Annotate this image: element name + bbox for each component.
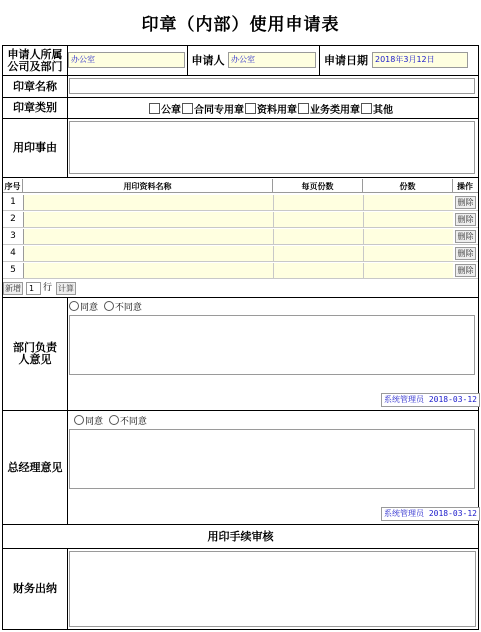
seal-type-option-label: 其他 bbox=[373, 105, 393, 116]
row-divider bbox=[2, 118, 479, 119]
seal-type-option-label: 合同专用章 bbox=[194, 105, 244, 116]
row-unit-label: 行 bbox=[43, 283, 53, 293]
row-divider bbox=[2, 548, 479, 549]
radio-label-disagree: 不同意 bbox=[119, 417, 147, 427]
seal-name-label: 印章名称 bbox=[13, 79, 57, 93]
applicant-field[interactable]: 办公室 bbox=[228, 52, 316, 68]
finance-textarea[interactable] bbox=[69, 551, 476, 627]
table-header-action: 操作 bbox=[457, 181, 473, 191]
gm-signature-stamp: 系统管理员 2018-03-12 bbox=[381, 507, 480, 521]
applicant-dept-field[interactable]: 办公室 bbox=[68, 52, 185, 68]
seal-type-option-label: 公章 bbox=[161, 105, 181, 116]
table-header-copies: 份数 bbox=[363, 179, 453, 193]
col-divider bbox=[67, 297, 68, 524]
row-number: 5 bbox=[10, 265, 16, 275]
radio-label-agree: 同意 bbox=[85, 417, 104, 427]
delete-row-button[interactable]: 删除 bbox=[455, 247, 476, 260]
table-row bbox=[3, 211, 478, 228]
dept-head-opinion-label: 部门负责人意见 bbox=[13, 341, 57, 366]
gm-opinion-textarea[interactable] bbox=[69, 429, 475, 489]
copies-input[interactable] bbox=[363, 229, 453, 244]
table-body bbox=[3, 194, 478, 279]
add-row-button[interactable]: 新增 bbox=[5, 284, 21, 293]
checkbox-document-seal[interactable] bbox=[245, 103, 256, 114]
material-name-input[interactable] bbox=[23, 246, 273, 261]
per-page-input[interactable] bbox=[273, 246, 363, 261]
seal-name-input[interactable] bbox=[69, 78, 475, 94]
gm-agree-radio[interactable] bbox=[74, 415, 84, 425]
gm-opinion-label: 总经理意见 bbox=[7, 460, 63, 474]
per-page-input[interactable] bbox=[273, 195, 363, 210]
purpose-textarea[interactable] bbox=[69, 121, 475, 174]
delete-row-button[interactable]: 删除 bbox=[455, 196, 476, 209]
copies-input[interactable] bbox=[363, 195, 453, 210]
seal-type-option-label: 资料用章 bbox=[257, 105, 297, 116]
copies-input[interactable] bbox=[363, 246, 453, 261]
finance-label: 财务出纳 bbox=[13, 582, 57, 595]
row-divider bbox=[2, 75, 479, 76]
row-number: 4 bbox=[10, 248, 16, 258]
row-number: 2 bbox=[10, 214, 16, 224]
material-name-input[interactable] bbox=[23, 263, 273, 278]
radio-label-agree: 同意 bbox=[80, 303, 99, 313]
form-title: 印章（内部）使用申请表 bbox=[141, 15, 340, 35]
calculate-button[interactable]: 计算 bbox=[58, 284, 74, 293]
col-divider bbox=[67, 75, 68, 177]
table-row bbox=[3, 262, 478, 279]
gm-radio-group bbox=[74, 414, 147, 427]
purpose-label: 用印事由 bbox=[13, 141, 57, 154]
table-row bbox=[3, 228, 478, 245]
row-divider bbox=[2, 297, 479, 298]
dept-head-signature-stamp: 系统管理员 2018-03-12 bbox=[381, 393, 480, 407]
delete-row-button[interactable]: 删除 bbox=[455, 213, 476, 226]
row-divider bbox=[2, 97, 479, 98]
table-row bbox=[3, 245, 478, 262]
applicant-label: 申请人 bbox=[191, 53, 225, 67]
per-page-input[interactable] bbox=[273, 229, 363, 244]
material-name-input[interactable] bbox=[23, 212, 273, 227]
checkbox-other-seal[interactable] bbox=[361, 103, 372, 114]
row-divider bbox=[2, 410, 479, 411]
per-page-input[interactable] bbox=[273, 263, 363, 278]
copies-input[interactable] bbox=[363, 212, 453, 227]
review-section-header: 用印手续审核 bbox=[207, 529, 274, 543]
dept-head-radio-group bbox=[69, 300, 142, 313]
row-number: 3 bbox=[10, 231, 16, 241]
row-divider bbox=[2, 177, 479, 178]
checkbox-contract-seal[interactable] bbox=[182, 103, 193, 114]
material-name-input[interactable] bbox=[23, 195, 273, 210]
seal-type-label: 印章类别 bbox=[13, 101, 57, 114]
apply-date-field[interactable]: 2018年3月12日 bbox=[372, 52, 468, 68]
checkbox-official-seal[interactable] bbox=[149, 103, 160, 114]
apply-date-label: 申请日期 bbox=[324, 53, 368, 67]
table-header-name: 用印资料名称 bbox=[23, 179, 273, 193]
dept-head-disagree-radio[interactable] bbox=[104, 301, 114, 311]
material-name-input[interactable] bbox=[23, 229, 273, 244]
table-header-per-page: 每页份数 bbox=[273, 179, 363, 193]
radio-label-disagree: 不同意 bbox=[114, 303, 142, 313]
col-divider bbox=[67, 548, 68, 630]
row-number: 1 bbox=[10, 197, 16, 207]
dept-head-agree-radio[interactable] bbox=[69, 301, 79, 311]
seal-type-option-label: 业务类用章 bbox=[310, 105, 360, 116]
table-header-no: 序号 bbox=[3, 179, 23, 193]
row-count-input[interactable]: 1 bbox=[26, 282, 41, 295]
applicant-dept-label: 申请人所属公司及部门 bbox=[7, 47, 63, 73]
dept-head-opinion-textarea[interactable] bbox=[69, 315, 475, 375]
gm-disagree-radio[interactable] bbox=[109, 415, 119, 425]
seal-type-options bbox=[148, 101, 393, 115]
checkbox-business-seal[interactable] bbox=[298, 103, 309, 114]
table-row bbox=[3, 194, 478, 211]
delete-row-button[interactable]: 删除 bbox=[455, 230, 476, 243]
copies-input[interactable] bbox=[363, 263, 453, 278]
delete-row-button[interactable]: 删除 bbox=[455, 264, 476, 277]
per-page-input[interactable] bbox=[273, 212, 363, 227]
